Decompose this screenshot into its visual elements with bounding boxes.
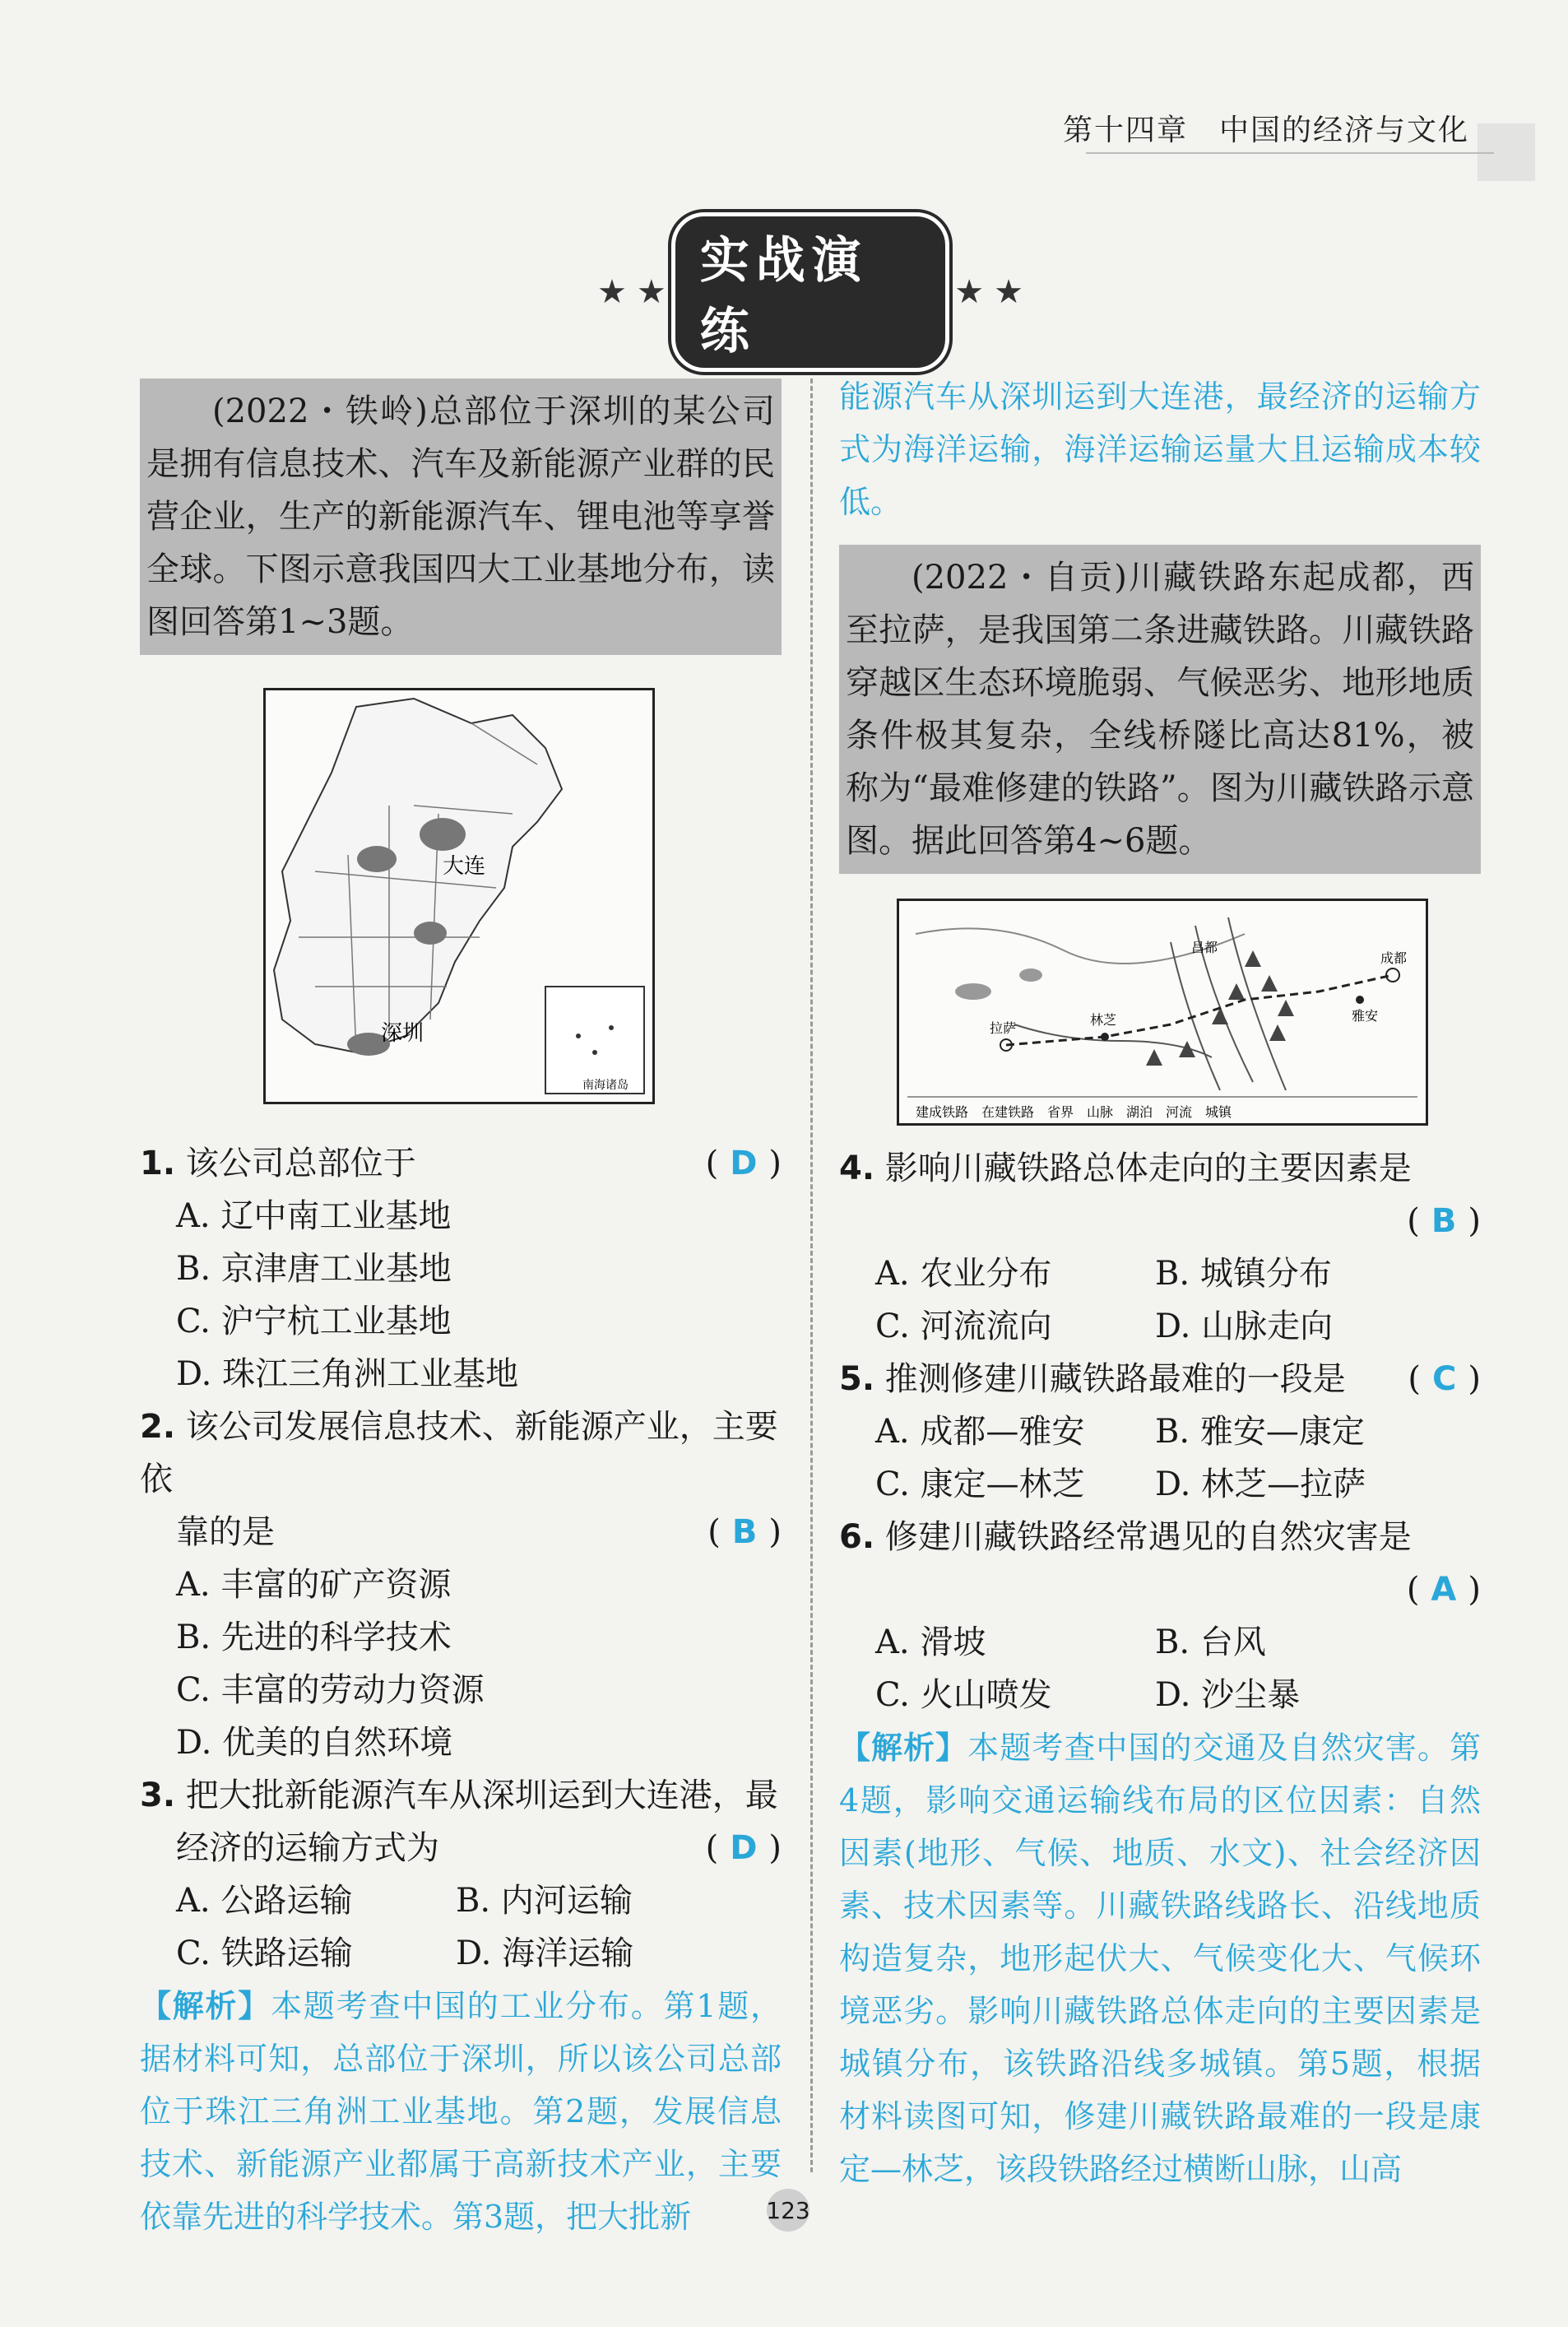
analysis-text: 本题考查中国的工业分布。第1题，据材料可知，总部位于深圳，所以该公司总部位于珠江三角洲工业基地。第2题，发展信息技术、新能源产业都属于高新技术产业，主要依靠先进的科学技术。第3题，把大批新 bbox=[140, 1988, 782, 2235]
option-a: A. 丰富的矿产资源 bbox=[176, 1566, 452, 1604]
china-industry-map bbox=[263, 688, 655, 1104]
answer-paren: ( A ) bbox=[1406, 1571, 1481, 1609]
map-label-dalian: 大连 bbox=[443, 854, 486, 879]
question-text: 该公司总部位于 bbox=[185, 1145, 416, 1182]
option-b: B. 先进的科学技术 bbox=[176, 1619, 452, 1656]
option-a: A. 辽中南工业基地 bbox=[176, 1197, 452, 1235]
question-text: 影响川藏铁路总体走向的主要因素是 bbox=[884, 1150, 1412, 1187]
option-d: D. 山脉走向 bbox=[1155, 1307, 1334, 1345]
passage-2: (2022・自贡)川藏铁路东起成都，西至拉萨，是我国第二条进藏铁路。川藏铁路穿越区生态环境脆弱、气候恶劣、地形地质条件极其复杂，全线桥隧比高达81%，被称为“最难修建的铁路”。图为川藏铁路示意图。据此回答第4~6题。 bbox=[839, 545, 1481, 874]
question-number: 1. bbox=[140, 1145, 176, 1182]
liaozhongnan-base bbox=[420, 818, 466, 851]
column-divider bbox=[810, 379, 813, 2172]
huningheng-base bbox=[414, 922, 447, 945]
question-number: 5. bbox=[839, 1360, 875, 1398]
map-label-lhasa: 拉萨 bbox=[990, 1020, 1017, 1036]
option-a: A. 滑坡 bbox=[875, 1623, 986, 1661]
answer-paren: ( C ) bbox=[1408, 1360, 1481, 1398]
question-text-cont: 靠的是 bbox=[176, 1513, 275, 1551]
answer-letter: B bbox=[731, 1513, 758, 1551]
question-5 bbox=[839, 1353, 1481, 1511]
question-text: 该公司发展信息技术、新能源产业，主要依 bbox=[140, 1408, 778, 1498]
analysis-tag: 【解析】 bbox=[140, 1988, 271, 2024]
left-column bbox=[140, 379, 782, 2243]
question-text: 推测修建川藏铁路最难的一段是 bbox=[884, 1360, 1346, 1398]
option-b: B. 京津唐工业基地 bbox=[176, 1250, 452, 1288]
analysis-2 bbox=[839, 1721, 1481, 2195]
question-text-cont: 经济的运输方式为 bbox=[176, 1829, 439, 1867]
answer-letter: B bbox=[1431, 1202, 1457, 1240]
question-number: 6. bbox=[839, 1518, 875, 1556]
map-label-chengdu: 成都 bbox=[1380, 950, 1408, 966]
section-title: 实战演练 bbox=[671, 212, 950, 372]
option-a: A. 公路运输 bbox=[176, 1882, 353, 1920]
answer-paren: ( D ) bbox=[705, 1145, 782, 1182]
question-2 bbox=[140, 1400, 782, 1769]
option-c: C. 康定—林芝 bbox=[875, 1465, 1085, 1503]
answer-letter: A bbox=[1431, 1571, 1457, 1609]
analysis-tag: 【解析】 bbox=[839, 1730, 968, 1766]
question-6 bbox=[839, 1511, 1481, 1721]
answer-letter: D bbox=[730, 1829, 758, 1867]
question-text: 修建川藏铁路经常遇见的自然灾害是 bbox=[884, 1518, 1412, 1556]
header-rule bbox=[1086, 152, 1494, 154]
option-d: D. 珠江三角洲工业基地 bbox=[176, 1355, 519, 1393]
option-a: A. 农业分布 bbox=[875, 1255, 1052, 1293]
question-text: 把大批新能源汽车从深圳运到大连港，最 bbox=[185, 1777, 778, 1814]
chapter-header: 第十四章 中国的经济与文化 bbox=[1062, 114, 1469, 147]
question-number: 4. bbox=[839, 1150, 875, 1187]
star-icon: ★ bbox=[994, 273, 1023, 311]
map-label-south-sea: 南海诸岛 bbox=[582, 1079, 629, 1092]
answer-paren: ( B ) bbox=[707, 1513, 782, 1551]
option-d: D. 沙尘暴 bbox=[1155, 1676, 1301, 1714]
question-3 bbox=[140, 1769, 782, 1980]
question-1 bbox=[140, 1137, 782, 1400]
map-label-yaan: 雅安 bbox=[1352, 1008, 1379, 1024]
answer-paren: ( B ) bbox=[1407, 1202, 1481, 1240]
option-c: C. 铁路运输 bbox=[176, 1935, 353, 1972]
analysis-1 bbox=[140, 1980, 782, 2243]
star-icon: ★ bbox=[597, 273, 627, 311]
analysis-text: 本题考查中国的交通及自然灾害。第4题，影响交通运输线布局的区位因素：自然因素(地形、气候、地质、水文)、社会经济因素、技术因素等。川藏铁路线路长、沿线地质构造复杂，地形起伏大、气候变化大、气候环境恶劣。影响川藏铁路总体走向的主要因素是城镇分布，该铁路沿线多城镇。第5题，根据材料读图可知，修建川藏铁路最难的一段是康定—林芝，该段铁路经过横断山脉，山高 bbox=[839, 1730, 1481, 2187]
option-c: C. 丰富的劳动力资源 bbox=[176, 1671, 485, 1709]
option-b: B. 台风 bbox=[1155, 1623, 1266, 1661]
map-label-shenzhen: 深圳 bbox=[381, 1021, 424, 1046]
map-legend: 建成铁路 在建铁路 省界 山脉 湖泊 河流 城镇 bbox=[916, 1104, 1232, 1120]
option-b: B. 雅安—康定 bbox=[1155, 1413, 1365, 1451]
option-d: D. 林芝—拉萨 bbox=[1155, 1465, 1366, 1503]
answer-paren: ( D ) bbox=[705, 1829, 782, 1867]
option-b: B. 内河运输 bbox=[456, 1882, 633, 1920]
question-number: 3. bbox=[140, 1777, 176, 1814]
option-d: D. 优美的自然环境 bbox=[176, 1724, 453, 1762]
map-label-changdu: 昌都 bbox=[1191, 940, 1218, 955]
option-c: C. 火山喷发 bbox=[875, 1676, 1052, 1714]
jingjintang-base bbox=[357, 846, 397, 872]
option-a: A. 成都—雅安 bbox=[875, 1413, 1085, 1451]
analysis-continuation: 能源汽车从深圳运到大连港，最经济的运输方式为海洋运输，海洋运输运量大且运输成本较低。 bbox=[839, 379, 1481, 520]
answer-letter: D bbox=[730, 1145, 758, 1182]
star-icon: ★ bbox=[954, 273, 985, 311]
star-icon: ★ bbox=[636, 273, 666, 311]
question-number: 2. bbox=[140, 1408, 176, 1446]
right-column bbox=[839, 370, 1481, 2195]
page-number: 123 bbox=[767, 2189, 810, 2232]
option-b: B. 城镇分布 bbox=[1155, 1255, 1332, 1293]
answer-letter: C bbox=[1432, 1360, 1457, 1398]
passage-1: (2022・铁岭)总部位于深圳的某公司是拥有信息技术、汽车及新能源产业群的民营企业，生产的新能源汽车、锂电池等享誉全球。下图示意我国四大工业基地分布，读图回答第1~3题。 bbox=[140, 379, 782, 655]
option-c: C. 沪宁杭工业基地 bbox=[176, 1303, 452, 1340]
sichuan-tibet-railway-map bbox=[897, 899, 1428, 1126]
section-banner bbox=[592, 232, 1028, 360]
map-label-nyingchi: 林芝 bbox=[1090, 1012, 1117, 1028]
option-c: C. 河流流向 bbox=[875, 1307, 1052, 1345]
option-d: D. 海洋运输 bbox=[456, 1935, 634, 1972]
question-4 bbox=[839, 1142, 1481, 1353]
